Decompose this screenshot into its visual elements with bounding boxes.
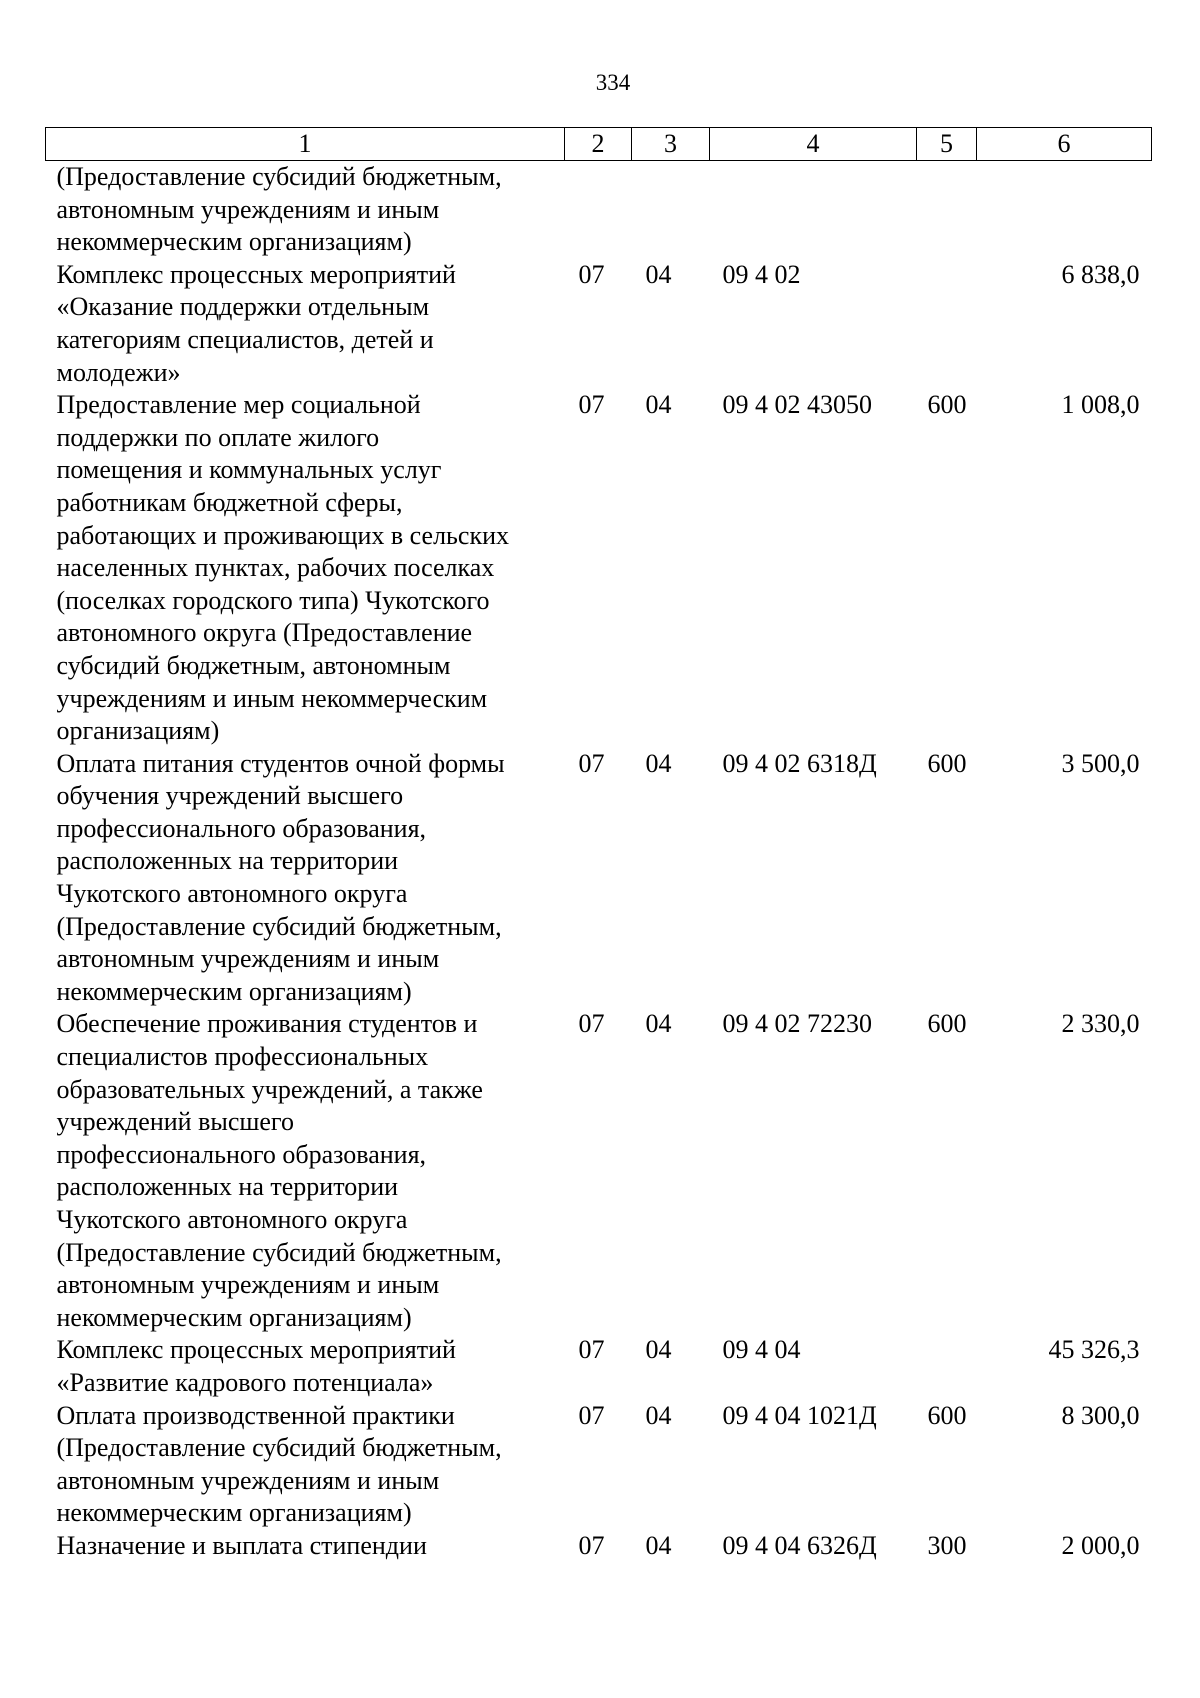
table-row <box>46 161 1152 259</box>
row-name-line: Комплекс процессных мероприятий <box>56 259 456 289</box>
row-name-cell <box>46 1334 565 1399</box>
table-header-row <box>46 128 1152 161</box>
row-name-line: некоммерческим организациям) <box>56 1498 412 1528</box>
target-code-cell <box>710 161 917 259</box>
table-row <box>46 1008 1152 1334</box>
row-name-line: автономным учреждениям и иным <box>56 194 440 224</box>
section-code-cell: 07 <box>578 1530 605 1560</box>
page-number: 334 <box>595 70 631 95</box>
column-header-amount: 6 <box>977 128 1152 161</box>
target-code-cell: 09 4 02 6318Д <box>722 748 877 778</box>
subsection-code-cell: 04 <box>645 259 672 289</box>
row-name-line: работающих и проживающих в сельских <box>56 520 509 550</box>
expense-type-cell: 600 <box>927 1009 967 1039</box>
row-name-line: Оплата производственной практики <box>56 1400 455 1430</box>
row-name-line: организациям) <box>56 716 220 746</box>
column-header-subsection: 3 <box>632 128 710 161</box>
row-name-line: «Оказание поддержки отдельным <box>56 292 430 322</box>
table-body <box>46 161 1152 1563</box>
row-name-cell <box>46 748 565 1009</box>
table-row <box>46 259 1152 389</box>
row-name-line: Назначение и выплата стипендии <box>56 1530 427 1560</box>
budget-table <box>45 127 1152 1563</box>
amount-cell: 2 000,0 <box>1061 1530 1140 1560</box>
expense-type-cell <box>917 1334 977 1399</box>
row-name-line: категориям специалистов, детей и <box>56 324 434 354</box>
column-header-expense-type: 5 <box>917 128 977 161</box>
row-name-line: автономным учреждениям и иным <box>56 944 440 974</box>
subsection-code-cell: 04 <box>645 748 672 778</box>
section-code-cell: 07 <box>578 390 605 420</box>
target-code-cell: 09 4 04 1021Д <box>722 1400 877 1430</box>
row-name-line: субсидий бюджетным, автономным <box>56 650 451 680</box>
subsection-code-cell <box>632 161 710 259</box>
section-code-cell: 07 <box>578 1400 605 1430</box>
row-name-line: расположенных на территории <box>56 846 399 876</box>
row-name-line: Обеспечение проживания студентов и <box>56 1009 478 1039</box>
table-row <box>46 389 1152 748</box>
row-name-cell <box>46 161 565 259</box>
table-row <box>46 1334 1152 1399</box>
subsection-code-cell: 04 <box>645 1009 672 1039</box>
target-code-cell: 09 4 04 <box>722 1335 801 1365</box>
row-name-line: некоммерческим организациям) <box>56 227 412 257</box>
row-name-line: поддержки по оплате жилого <box>56 422 380 452</box>
row-name-line: некоммерческим организациям) <box>56 1302 412 1332</box>
target-code-cell: 09 4 02 43050 <box>722 390 872 420</box>
row-name-line: Чукотского автономного округа <box>56 1205 408 1234</box>
table-row <box>46 1530 1152 1563</box>
amount-cell <box>977 161 1152 259</box>
amount-cell: 3 500,0 <box>1061 748 1140 778</box>
row-name-line: Комплекс процессных мероприятий <box>56 1335 456 1365</box>
table-row <box>46 748 1152 1009</box>
row-name-line: молодежи» <box>56 357 181 387</box>
amount-cell: 8 300,0 <box>1061 1400 1140 1430</box>
row-name-line: помещения и коммунальных услуг <box>56 455 442 485</box>
expense-type-cell: 600 <box>927 1400 967 1430</box>
row-name-line: (Предоставление субсидий бюджетным, <box>56 911 502 941</box>
row-name-line: расположенных на территории <box>56 1172 399 1202</box>
row-name-line: Оплата питания студентов очной формы <box>56 748 505 778</box>
row-name-cell <box>46 259 565 389</box>
target-code-cell: 09 4 02 <box>722 259 801 289</box>
row-name-line: Предоставление мер социальной <box>56 390 421 420</box>
row-name-cell <box>46 389 565 748</box>
section-code-cell: 07 <box>578 259 605 289</box>
row-name-line: профессионального образования, <box>56 813 427 843</box>
row-name-line: автономным учреждениям и иным <box>56 1270 440 1300</box>
expense-type-cell <box>917 161 977 259</box>
section-code-cell: 07 <box>578 1009 605 1039</box>
section-code-cell: 07 <box>578 1335 605 1365</box>
column-header-section: 2 <box>565 128 632 161</box>
subsection-code-cell: 04 <box>645 1530 672 1560</box>
row-name-line: учреждениям и иным некоммерческим <box>56 683 488 713</box>
row-name-line: профессионального образования, <box>56 1139 427 1169</box>
expense-type-cell: 600 <box>927 748 967 778</box>
row-name-line: автономного округа (Предоставление <box>56 618 473 648</box>
row-name-line: (Предоставление субсидий бюджетным, <box>56 1237 502 1267</box>
amount-cell: 6 838,0 <box>1061 259 1140 289</box>
row-name-cell <box>46 1008 565 1334</box>
table-row <box>46 1400 1152 1530</box>
row-name-line: Чукотского автономного округа <box>56 879 408 909</box>
row-name-line: учреждений высшего <box>56 1107 294 1137</box>
section-code-cell: 07 <box>578 748 605 778</box>
row-name-line: образовательных учреждений, а также <box>56 1074 483 1104</box>
row-name-line: (Предоставление субсидий бюджетным, <box>56 162 502 191</box>
row-name-cell <box>46 1400 565 1530</box>
target-code-cell: 09 4 04 6326Д <box>722 1530 877 1560</box>
column-header-name: 1 <box>46 128 565 161</box>
target-code-cell: 09 4 02 72230 <box>722 1009 872 1039</box>
expense-type-cell <box>917 259 977 389</box>
section-code-cell <box>565 161 632 259</box>
amount-cell: 1 008,0 <box>1061 390 1140 420</box>
subsection-code-cell: 04 <box>645 1400 672 1430</box>
expense-type-cell: 600 <box>927 390 967 420</box>
row-name-line: (Предоставление субсидий бюджетным, <box>56 1433 502 1463</box>
amount-cell: 2 330,0 <box>1061 1009 1140 1039</box>
subsection-code-cell: 04 <box>645 1335 672 1365</box>
row-name-line: автономным учреждениям и иным <box>56 1465 440 1495</box>
row-name-line: (поселках городского типа) Чукотского <box>56 585 490 615</box>
row-name-line: некоммерческим организациям) <box>56 976 412 1006</box>
row-name-line: специалистов профессиональных <box>56 1042 429 1072</box>
expense-type-cell: 300 <box>927 1530 967 1560</box>
row-name-line: работникам бюджетной сферы, <box>56 487 403 517</box>
row-name-cell <box>46 1530 565 1563</box>
row-name-line: населенных пунктах, рабочих поселках <box>56 553 495 583</box>
row-name-line: обучения учреждений высшего <box>56 781 404 811</box>
column-header-target-code: 4 <box>710 128 917 161</box>
row-name-line: «Развитие кадрового потенциала» <box>56 1367 434 1397</box>
amount-cell: 45 326,3 <box>1048 1335 1140 1365</box>
subsection-code-cell: 04 <box>645 390 672 420</box>
